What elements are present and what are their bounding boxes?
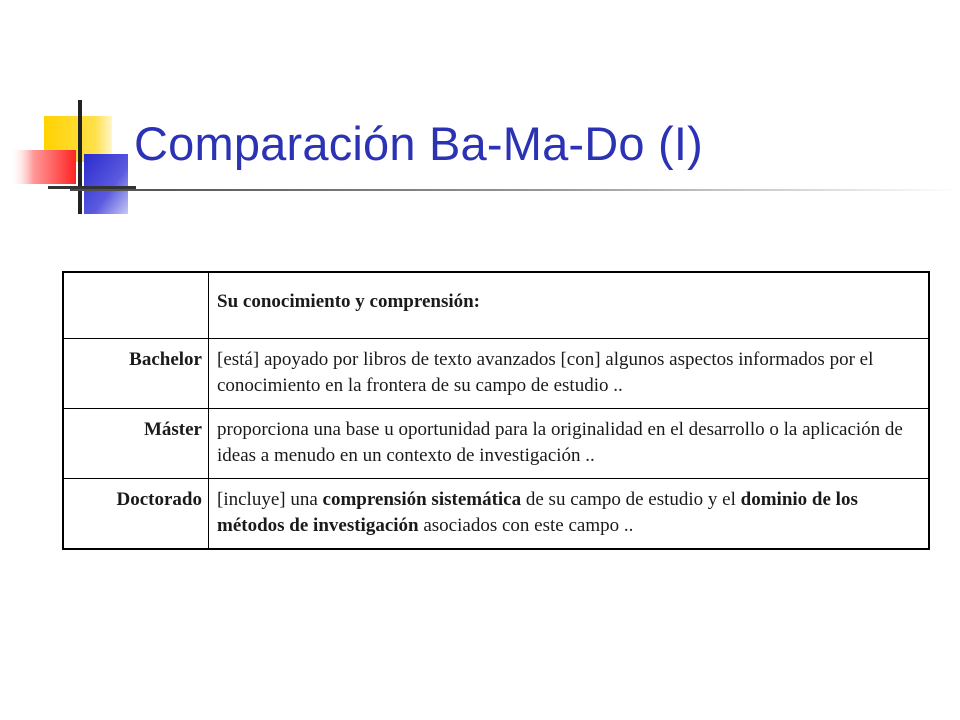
table-row: [63, 409, 929, 479]
slide-title: Comparación Ba-Ma-Do (I): [134, 117, 703, 170]
table-row: [63, 339, 929, 409]
table-row: [63, 479, 929, 550]
text-segment: de su campo de estudio y el: [521, 489, 741, 510]
header-blank-cell: [63, 272, 209, 339]
row-label-doctorado: Doctorado: [63, 479, 209, 550]
header-column-label: Su conocimiento y comprensión:: [209, 272, 930, 339]
emphasis-research-methods: dominio de los métodos de investigación: [217, 489, 858, 536]
row-text-doctorado: [209, 479, 930, 550]
title-underline: [70, 189, 960, 191]
text-segment: [incluye] una: [217, 489, 323, 510]
comparison-table: [62, 271, 930, 550]
row-text-master: proporciona una base u oportunidad para la originalidad en el desarrollo o la aplicación de ideas a menudo en un contexto de investigación ..: [209, 409, 930, 479]
table-header-row: [63, 272, 929, 339]
emphasis-systematic-understanding: comprensión sistemática: [322, 489, 522, 510]
row-text-bachelor: [está] apoyado por libros de texto avanzados [con] algunos aspectos informados por el conocimiento en la frontera de su campo de estudio ..: [209, 339, 930, 409]
row-label-master: Máster: [63, 409, 209, 479]
row-label-bachelor: Bachelor: [63, 339, 209, 409]
decorative-squares-logo: [0, 0, 140, 230]
text-segment: asociados con este campo ..: [418, 515, 634, 536]
